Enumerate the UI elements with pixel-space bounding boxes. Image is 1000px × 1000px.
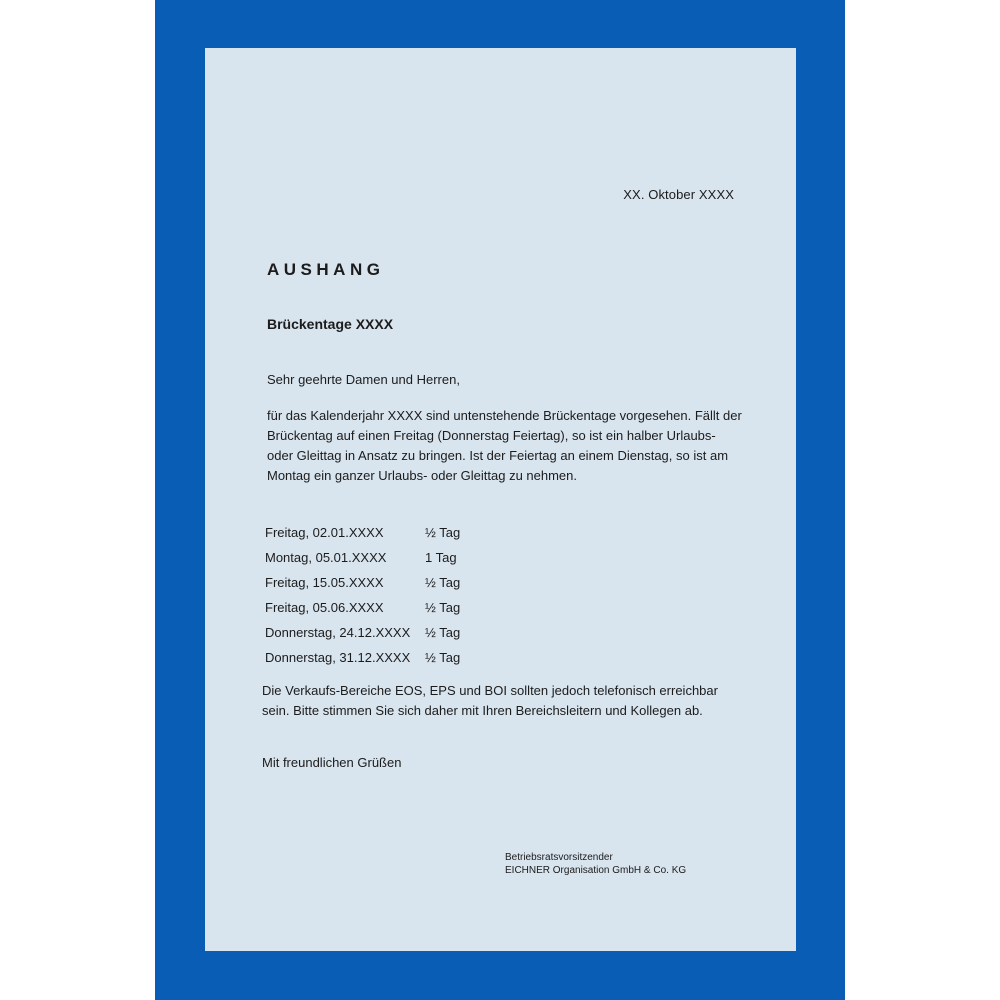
table-row <box>265 545 460 570</box>
intro-paragraph: für das Kalenderjahr XXXX sind untenstehende Brückentage vorgesehen. Fällt der Brückentag auf einen Freitag (Donnerstag Feiertag), so ist ein halber Urlaubs- oder Gleittag in Ansatz zu bringen. Ist der Feiertag an einem Dienstag, so ist am Montag ein ganzer Urlaubs- oder Gleittag zu nehmen. <box>267 408 742 483</box>
day-date: Freitag, 02.01.XXXX <box>265 525 384 540</box>
day-amount: ½ Tag <box>425 575 461 590</box>
day-amount: 1 Tag <box>425 550 457 565</box>
availability-note: Die Verkaufs-Bereiche EOS, EPS und BOI sollten jedoch telefonisch erreichbar sein. Bitte stimmen Sie sich daher mit Ihren Bereichsleitern und Kollegen ab. <box>262 683 718 718</box>
day-amount: ½ Tag <box>425 650 461 665</box>
signature-role: Betriebsratsvorsitzender <box>505 852 613 863</box>
day-amount: ½ Tag <box>425 625 461 640</box>
notice-heading: AUSHANG <box>267 260 385 279</box>
bridge-days-table <box>265 520 460 670</box>
day-date: Donnerstag, 24.12.XXXX <box>265 625 411 640</box>
letter-subject: Brückentage XXXX <box>267 316 394 332</box>
table-row <box>265 520 460 545</box>
letter-date: XX. Oktober XXXX <box>623 187 734 202</box>
day-amount: ½ Tag <box>425 525 461 540</box>
day-amount: ½ Tag <box>425 600 461 615</box>
day-date: Montag, 05.01.XXXX <box>265 550 387 565</box>
signature-company: EICHNER Organisation GmbH & Co. KG <box>505 865 687 876</box>
day-date: Donnerstag, 31.12.XXXX <box>265 650 411 665</box>
table-row <box>265 645 460 670</box>
notice-sheet <box>205 48 796 951</box>
table-row <box>265 570 460 595</box>
salutation: Sehr geehrte Damen und Herren, <box>267 372 460 387</box>
table-row <box>265 595 460 620</box>
day-date: Freitag, 05.06.XXXX <box>265 600 384 615</box>
day-date: Freitag, 15.05.XXXX <box>265 575 384 590</box>
table-row <box>265 620 460 645</box>
signature-block <box>505 851 686 877</box>
closing: Mit freundlichen Grüßen <box>262 755 402 770</box>
